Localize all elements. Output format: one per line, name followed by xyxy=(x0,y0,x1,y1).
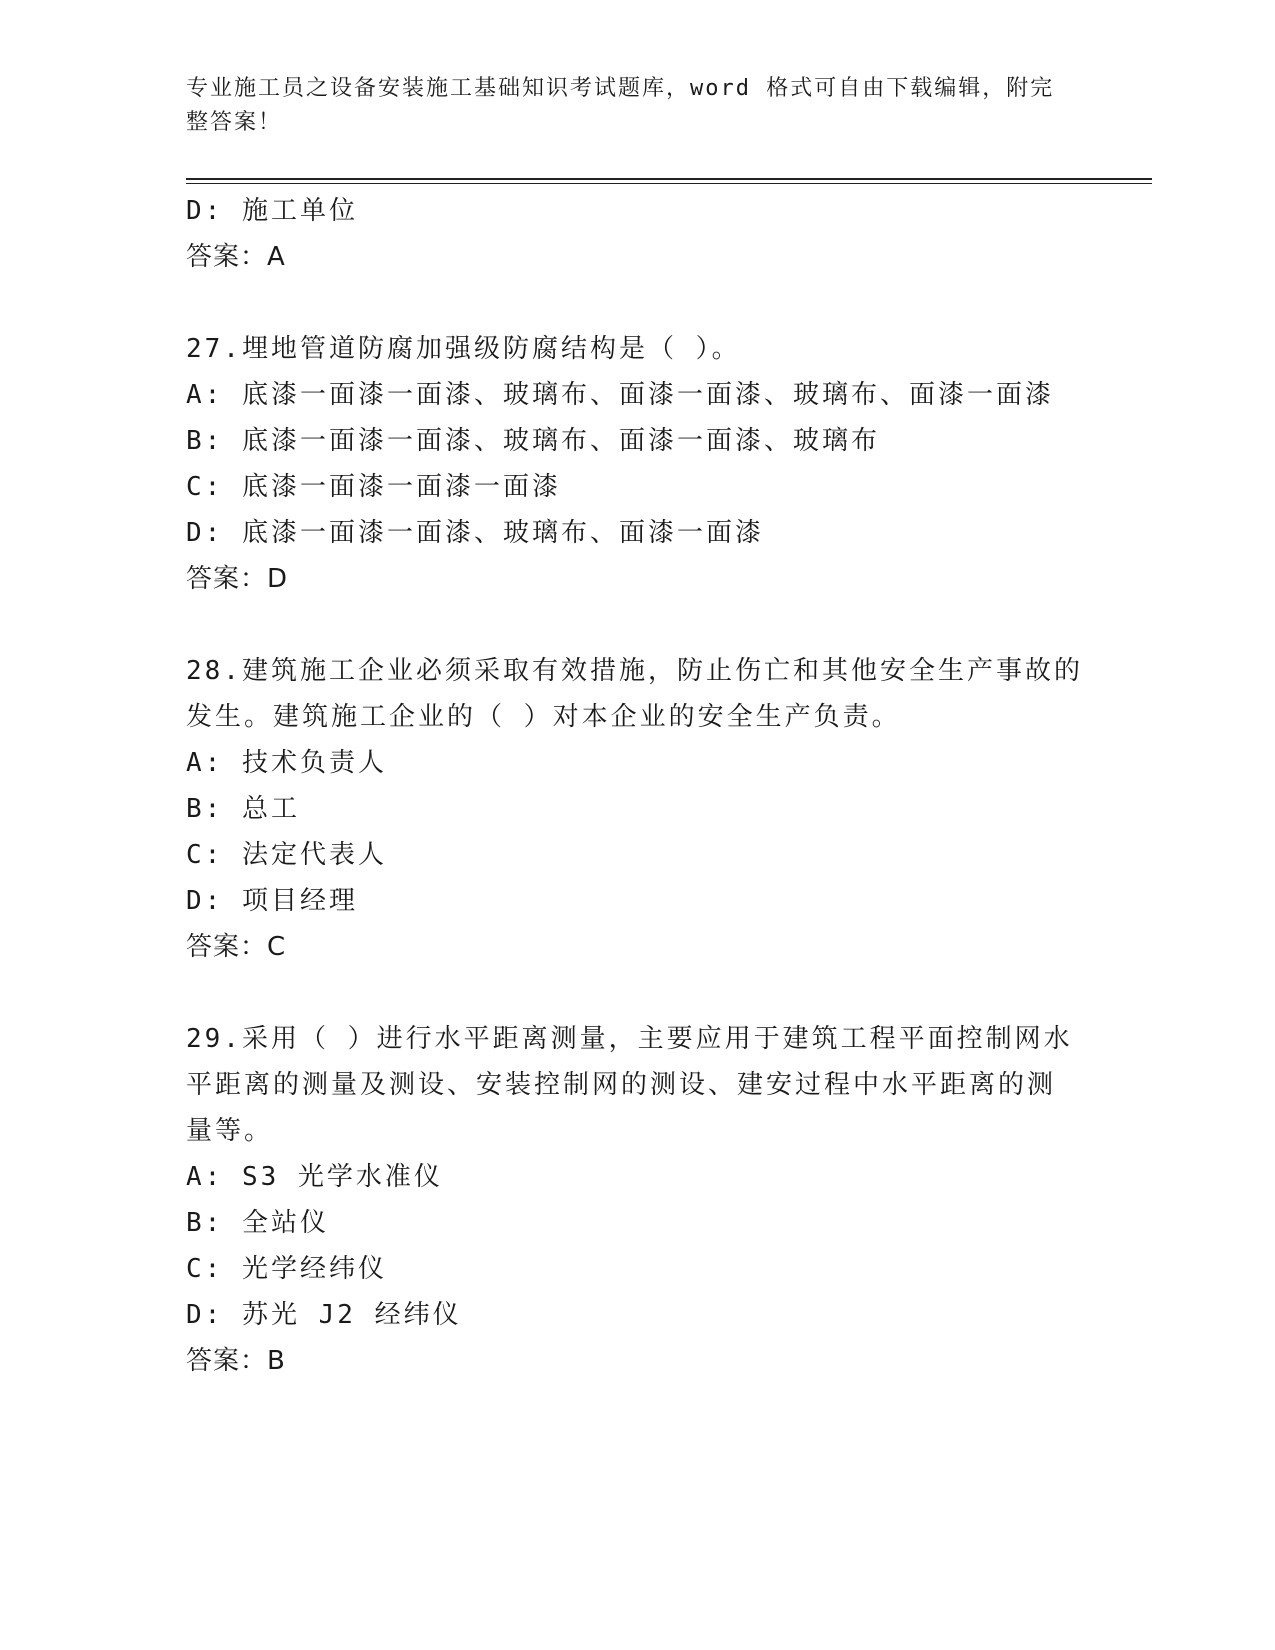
answer-prev: 答案：A xyxy=(186,242,286,272)
question-28-stem-line-1: 28.建筑施工企业必须采取有效措施，防止伤亡和其他安全生产事故的 xyxy=(186,656,1083,686)
question-29-stem-line-1: 29.采用（ ）进行水平距离测量，主要应用于建筑工程平面控制网水 xyxy=(186,1024,1073,1054)
header-divider-thick xyxy=(186,178,1152,180)
spacer xyxy=(186,602,1086,648)
question-29-option-d: D: 苏光 J2 经纬仪 xyxy=(186,1300,462,1330)
question-29-option-c: C: 光学经纬仪 xyxy=(186,1254,387,1284)
header-line-1: 专业施工员之设备安装施工基础知识考试题库，word 格式可自由下载编辑，附完 xyxy=(186,76,1055,101)
header-line-2: 整答案！ xyxy=(186,110,283,135)
question-28-option-b: B: 总工 xyxy=(186,794,300,824)
spacer xyxy=(186,970,1086,1016)
question-27-option-d: D: 底漆一面漆一面漆、玻璃布、面漆一面漆 xyxy=(186,518,764,548)
question-29-stem-line-3: 量等。 xyxy=(186,1116,274,1146)
option-d-prev: D: 施工单位 xyxy=(186,196,358,226)
question-28-option-d: D: 项目经理 xyxy=(186,886,358,916)
header-divider-thin xyxy=(186,183,1152,184)
question-28-option-c: C: 法定代表人 xyxy=(186,840,387,870)
question-27-option-a: A: 底漆一面漆一面漆、玻璃布、面漆一面漆、玻璃布、面漆一面漆 xyxy=(186,380,1054,410)
question-29 xyxy=(186,1016,1086,1384)
question-28-answer: 答案：C xyxy=(186,932,287,962)
document-header xyxy=(186,72,1066,140)
question-29-option-a: A: S3 光学水准仪 xyxy=(186,1162,443,1192)
spacer xyxy=(186,280,1086,326)
question-27-option-b: B: 底漆一面漆一面漆、玻璃布、面漆一面漆、玻璃布 xyxy=(186,426,880,456)
document-body xyxy=(186,188,1086,1384)
question-27-answer: 答案：D xyxy=(186,564,289,594)
question-29-stem-line-2: 平距离的测量及测设、安装控制网的测设、建安过程中水平距离的测 xyxy=(186,1070,1057,1100)
question-29-option-b: B: 全站仪 xyxy=(186,1208,329,1238)
question-27-option-c: C: 底漆一面漆一面漆一面漆 xyxy=(186,472,561,502)
question-27 xyxy=(186,326,1086,602)
question-28-stem-line-2: 发生。建筑施工企业的（ ）对本企业的安全生产负责。 xyxy=(186,702,901,732)
question-28 xyxy=(186,648,1086,970)
question-27-stem: 27.埋地管道防腐加强级防腐结构是（ ）。 xyxy=(186,334,741,364)
question-29-answer: 答案：B xyxy=(186,1346,286,1376)
question-28-option-a: A: 技术负责人 xyxy=(186,748,387,778)
